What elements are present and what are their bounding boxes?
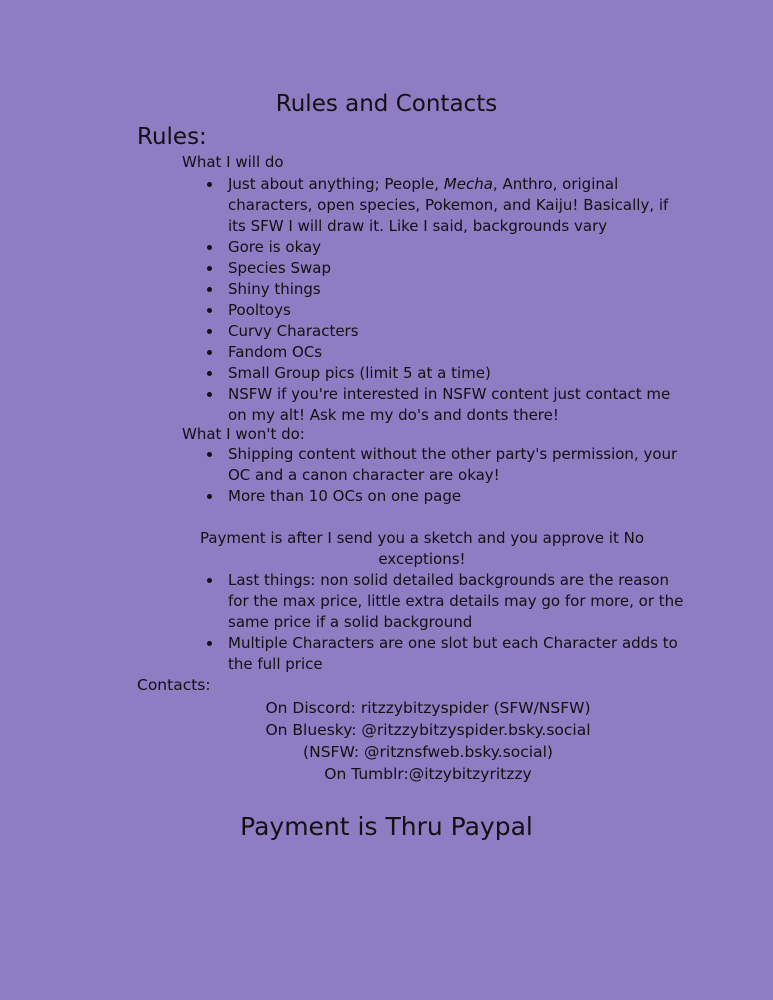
list-item: NSFW if you're interested in NSFW content just contact me on my alt! Ask me my do's and donts there! bbox=[206, 384, 686, 426]
will-do-list bbox=[206, 174, 686, 426]
list-item: Curvy Characters bbox=[206, 321, 686, 342]
wont-do-heading: What I won't do: bbox=[182, 425, 305, 443]
list-item: Fandom OCs bbox=[206, 342, 686, 363]
will-do-heading: What I will do bbox=[182, 153, 284, 171]
list-item: Shipping content without the other party's permission, your OC and a canon character are okay! bbox=[206, 444, 686, 486]
list-item: Shiny things bbox=[206, 279, 686, 300]
emphasized-text: Mecha bbox=[443, 175, 493, 193]
tumblr-contact: On Tumblr:@itzybitzyritzzy bbox=[324, 765, 532, 783]
payment-note: Payment is after I send you a sketch and you approve it No exceptions! bbox=[199, 529, 645, 568]
list-item: Gore is okay bbox=[206, 237, 686, 258]
list-item: Species Swap bbox=[206, 258, 686, 279]
bluesky-contact: On Bluesky: @ritzzybitzyspider.bsky.social bbox=[265, 721, 591, 739]
list-item: Just about anything; People, Mecha, Anthro, original characters, open species, Pokemon, and Kaiju! Basically, if its SFW I will draw it. Like I said, backgrounds vary bbox=[206, 174, 686, 237]
rules-heading: Rules: bbox=[137, 124, 207, 150]
discord-contact: On Discord: ritzzybitzyspider (SFW/NSFW) bbox=[265, 699, 591, 717]
contacts-block bbox=[218, 697, 638, 785]
payment-method: Payment is Thru Paypal bbox=[240, 812, 533, 841]
wont-do-list bbox=[206, 444, 686, 507]
last-things-list bbox=[206, 570, 686, 675]
list-item: More than 10 OCs on one page bbox=[206, 486, 686, 507]
list-item: Multiple Characters are one slot but each Character adds to the full price bbox=[206, 633, 686, 675]
bluesky-nsfw-contact: (NSFW: @ritznsfweb.bsky.social) bbox=[303, 743, 553, 761]
list-item: Small Group pics (limit 5 at a time) bbox=[206, 363, 686, 384]
list-item: Last things: non solid detailed backgrounds are the reason for the max price, little extra details may go for more, or the same price if a solid background bbox=[206, 570, 686, 633]
list-item: Pooltoys bbox=[206, 300, 686, 321]
contacts-heading: Contacts: bbox=[137, 676, 211, 694]
page-title: Rules and Contacts bbox=[275, 91, 498, 117]
